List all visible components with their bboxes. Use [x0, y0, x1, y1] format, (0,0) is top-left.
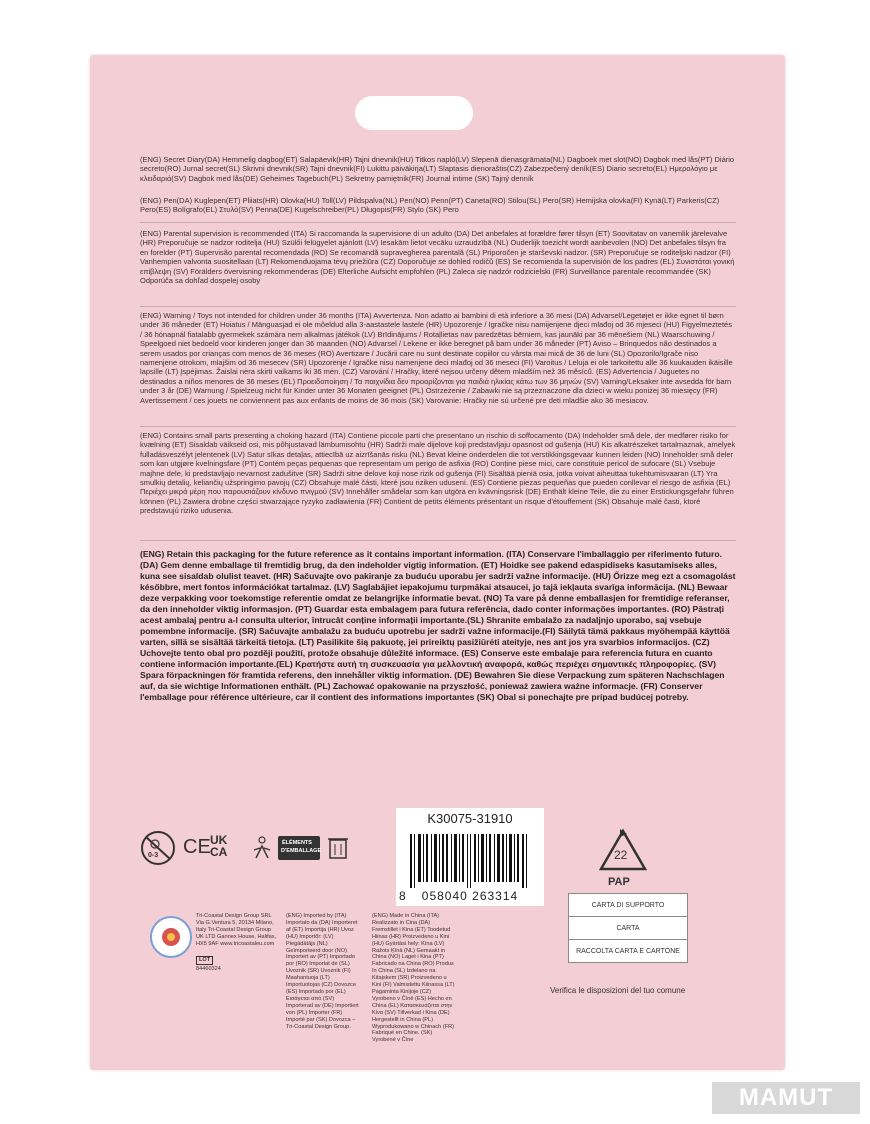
ce-mark-icon: CE [183, 836, 211, 858]
ukca-mark-icon: UK CA [210, 833, 228, 859]
barcode-bars-icon [404, 834, 536, 888]
recycle-code: 22 [614, 848, 628, 862]
barcode-first-digit: 8 [399, 889, 406, 903]
lot-number: 84460324 [196, 966, 221, 972]
barcode [396, 830, 544, 906]
choking-text: (ENG) Contains small parts presenting a choking hazard (ITA) Contiene piccole parti che presentano un rischio di soffocamento (DA) Indeholder små dele, der medfører risiko for kvælning (ET) Sisaldab väikseid osi, mis põhjustavad lämbumisohtu (HR) Sadrži male dijelove koji predstavljaju opasnost od gušenja (HU) Kis alkatrészeket tartalmaznak, amelyek fulladásveszélyt jelentenek (LV) Satur sīkas detaļas, attiecībā uz aizrīšanās risku (NL) Bevat kleine onderdelen die tot verstikkingsgevaar kunnen leiden (NO) Inneholder små deler som kan utgjøre kvelningsfare (PT) Contém peças pequenas que representam um perigo de asfixia (RO) Conține piese mici, care constituie pericol de sufocare (SL) Vsebuje majhne dele, ki predstavljajo nevarnost zadušitve (SR) Sadrži sitne delove koji nose rizik od gušenja (FI) Sisältää pieniä osia, jotka voivat aiheuttaa tukehtumisvaaran (LT) Yra smulkių detalių, keliančių užspringimo pavojų (CZ) Obsahuje malé části, které jsou riziken udusení. (ES) Contiene piezas pequeñas que pueden conllevar el riesgo de asfixia (EL) Περιέχει μικρά μέρη που παρουσιάζουν κίνδυνο πνιγμού (SV) Innehåller smådelar som kan utgöra en kvävningsrisk (DE) Enthält kleine Teile, die zu einer Erstickungsgefahr führen können (PL) Zawiera drobne części stwarzające ryzyko zadławienia (FR) Contient de petits éléments présentant un risque d'étouffement (SK) Obsahuje malé časti, ktoré predstavujú riziko udusenia. [140, 431, 736, 516]
recycling-table [568, 893, 688, 963]
company-logo-icon [150, 916, 192, 958]
recycling-bin-icon [327, 834, 349, 865]
verifica-text: Verifica le disposizioni del tuo comune [550, 986, 686, 995]
imported-by-text: (ENG) Imported by (ITA) Importato da (DA) Importeret af (ET) Importija (HR) Uvoz (HU) Importőr: (LV) Piegādātājs (NL) Geïmporteerd door (NO) Importert av (PT) Importado por (RO) Importat de (SL) Uvoznik (SR) Uvoznik (FI) Maahantuoja (LT) Importuotojas (CZ) Dovozce (ES) Importado por (EL) Εισάγεται από (SV) Importerad av (DE) Importiert von (PL) Importer (FR) Importé par (SK) Dovozca – Tri-Coastal Design Group. [286, 913, 359, 1030]
divider [140, 222, 736, 223]
retain-packaging-text: (ENG) Retain this packaging for the future reference as it contains important information. (ITA) Conservare l'imballaggio per riferimento futuro. (DA) Gem denne emballage til fremtidig brug, da den indeholder vigtig information. (ET) Hoidke see pakend edaspidiseks kasutamiseks alles, kuna see sisaldab olulist teavet. (HR) Sačuvajte ovo pakiranje za buduću uporabu jer sadrži važne informacije. (HU) Őrizze meg ezt a csomagolást későbbre, mert fontos információkat tartalmaz. (LV) Saglabājiet iepakojumu turpmākai atsaucei, jo tajā iekļauta svarīga informācija. (NL) Bewaar deze verpakking voor toekomstige referentie omdat ze belangrijke informatie bevat. (NO) Ta vare på denne emballasjen for fremtidige referanser, da den inneholder viktig informasjon. (PT) Guardar esta embalagem para futura referência, dado conter informações importantes. (RO) Păstrați acest ambalaj pentru a-l consulta ulterior, întrucât conține informații importante.(SL) Shranite embalažo za nadaljnjo uporabo, saj vsebuje pomembne informacije. (SR) Sačuvajte ambalažu za buduću upotrebu jer sadrži važne informacije.(FI) Säilytä tämä pakkaus myöhempää käyttöä varten, sillä se sisältää tärkeitä tietoja. (LT) Pasilikite šią pakuotę, jei prireiktų pasižiūrėti ateityje, nes ant jos yra svarbios informacijos. (CZ) Uchovejte tento obal pro později použití, protože obsahuje důležité informace. (ES) Conserve este embalaje para referencia futura en cuanto contiene información importante.(EL) Κρατήστε αυτή τη συσκευασία για μελλοντική αναφορά, καθώς περιέχει σημαντικές πληροφορίες. (SV) Spara förpackningen för framtida referens, den innehåller viktig information. (DE) Bewahren Sie diese Verpackung zum späteren Nachschlagen auf, da sie wichtige Informationen enthält. (PL) Zachować opakowanie na przyszłość, ponieważ zawiera ważne informacje. (FR) Conserver l'emballage pour référence ultérieure, car il contient des informations importantes (SK) Obal si ponechajte pre prípad budúcej potreby. [140, 549, 736, 702]
elements-label-line2: D'EMBALLAGE [281, 848, 322, 854]
recycle-triangle-icon [598, 828, 648, 879]
product-names-text: (ENG) Secret Diary(DA) Hemmelig dagbog(ET) Salapäevik(HR) Tajni dnevnik(HU) Titkos napló(LV) Slepenā dienasgrāmata(NL) Dagboek met slot(NO) Dagbok med lås(PT) Diário secreto(RO) Jurnal secret(SL) Skrivni dnevnik(SR) Tajni dnevnik(FI) Lukittu päiväkirja(LT) Slaptasis dienoraštis(CZ) Zabezpečený deník(ES) Diario secreto(EL) Ημερολόγιο με κλειδαριά(SV) Dagbok med lås(DE) Geheimes Tagebuch(PL) Sekretny pamiętnik(FR) Journal intime (SK) Tajný denník [140, 155, 735, 183]
product-code: K30075-31910 [396, 808, 544, 830]
recycling-row: RACCOLTA CARTA E CARTONE [569, 940, 688, 963]
pen-names-text: (ENG) Pen(DA) Kuglepen(ET) Pliiats(HR) Olovka(HU) Toll(LV) Pildspalva(NL) Pen(NO) Penn(PT) Caneta(RO) Stilou(SL) Pero(SR) Hemijska olovka(FI) Kynä(LT) Parkeris(CZ) Pero(ES) Bolígrafo(EL) Στυλό(SV) Penna(DE) Kugelschreiber(PL) Długopis(FR) Stylo (SK) Pero [140, 196, 720, 215]
hang-hole [355, 96, 473, 130]
no-under-3-icon [140, 830, 176, 866]
age-label: 0-3 [148, 852, 159, 859]
divider [140, 540, 736, 541]
recycle-material: PAP [608, 876, 630, 888]
divider [140, 426, 736, 427]
made-in-text: (ENG) Made in China (ITA) Realizzato in Cina (DA) Fremstillet i Kina (ET) Toodetud Hiinas (HR) Proizvedeno u Kini (HU) Gyártási hely: Kína (LV) Ražots Ķīnā (NL) Gemaakt in China (NO) Laget i Kina (PT) Fabricado na China (RO) Produs în China (SL) Izdelano na Kitajskem (SR) Proizvedeno u Kini (FI) Valmistettu Kiinassa (LT) Pagaminta Kinijoje (CZ) Vyrobeno v Číně (ES) Hecho en China (EL) Κατασκευάζεται στην Κίνα (SV) Tillverkad i Kina (DE) Hergestellt in China (PL) Wyprodukowano w Chinach (FR) Fabriqué en Chine. (SK) Vyrobené v Číne [372, 913, 455, 1044]
triman-icon [250, 834, 274, 867]
recycling-row: CARTA [569, 917, 688, 940]
divider [140, 306, 736, 307]
lot-label: LOT [196, 956, 213, 965]
recycling-row: CARTA DI SUPPORTO [569, 894, 688, 917]
elements-label-box [278, 836, 320, 860]
supervision-text: (ENG) Parental supervision is recommended (ITA) Si raccomanda la supervisione di un adulto (DA) Det anbefales at forældre fører tilsyn (ET) Soovitatav on vanemlik järelevalve (HR) Preporučuje se nadzor roditelja (HU) Szülői felügyelet ajánlott (LV) Iesakām lietot vecāku uzraudzībā (NL) Ouderlijk toezicht wordt aanbevolen (NO) Det anbefales tilsyn fra en forelder (PT) Supervisão parental recomendada (RO) Se recomandă supravegherea parentală (SL) Priporočen je starševski nadzor. (SR) Preporučuje se roditeljski nadzor (FI) Vanhempien valvonta suositellaan (LT) Rekomenduojama tėvų priežiūra (CZ) Doporučuje se dohled rodičů (ES) Se recomienda la supervisión de los padres (EL) Συνιστάται γονική επίβλεψη (SV) Förälders övervisning rekommenderas (DE) Elterliche Aufsicht empfohlen (PL) Zaleca się nadzór rodzicielski (FR) Surveillance parentale recommandée (SK) Odporúča sa dohľad dospelej osoby [140, 229, 735, 286]
warning-text: (ENG) Warning / Toys not intended for children under 36 months (ITA) Avvertenza. Non adatto ai bambini di età inferiore a 36 mesi (DA) Advarsel/Legetøjet er ikke egnet til børn under 36 måneder (ET) Hoiatus / Mänguasjad ei ole mõeldud alla 3-aastastele lastele (HR) Upozorenje / Igračke nisu namijenjene djeci mlađoj od 36 mjeseci (HU) Figyelmeztetés / 36 hónapnál fiatalabb gyermekek számára nem alkalmas játékok (LV) Brīdinājums / Rotaļlietas nav paredzētas bērniem, kas jaunāki par 36 mēnešiem (NL) Waarschuwing / Speelgoed niet bedoeld voor kinderen jonger dan 36 maanden (NO) Advarsel / Lekene er ikke beregnet på barn under 36 måneder (PT) Aviso – Brinquedos não destinados a serem usados por crianças com menos de 36 meses (RO) Avertizare / Jucării care nu sunt destinate copiilor cu vârsta mai mică de 36 de luni (SL) Opozorilo/Igrače niso namenjene otrokom, mlajšim od 36 mesecev (SR) Upozorenje / Igračke nisu namenjene deci mlađoj od 36 meseci (FI) Varoitus / Leluja ei ole tarkoitettu alle 36 kuukauden ikäisille lapsille (LT) Įspėjimas. Žaislai nėra skirti vaikams iki 36 mėn. (CZ) Varování / Hračky, které nejsou určeny dětem mladším než 36 měsíců. (ES) Advertencia / Juguetes no destinados a niños menores de 36 meses (EL) Προειδοποίηση / Τα παιχνίδια δεν προορίζονται για παιδιά ηλικίας κάτω των 36 μηνών (SV) Varning/Leksaker inte avsedda för barn under 3 år (DE) Warnung / Spielzeug nicht für Kinder unter 36 Monaten geeignet (PL) Ostrzeżenie / Zabawki nie są przeznaczone dla dzieci w wieku poniżej 36 miesięcy (FR) Avertissement / ces jouets ne conviennent pas aux enfants de moins de 36 mois (SK) Varovanie: Hračky nie sú určené pre deti mladšie ako 36 mesiacov. [140, 311, 733, 405]
watermark-logo: MAMUT [712, 1082, 860, 1114]
elements-label-line1: ÉLÉMENTS [282, 840, 312, 846]
company-address: Tri-Coastal Design Group SRL Via G.Ventura 5, 20134 Milano, Italy Tri-Coastal Design Group UK LTD Gannex House, Halifax, HX5 9AF www.tricoastaleu.com [196, 913, 277, 947]
barcode-number: 058040 263314 [421, 889, 519, 903]
